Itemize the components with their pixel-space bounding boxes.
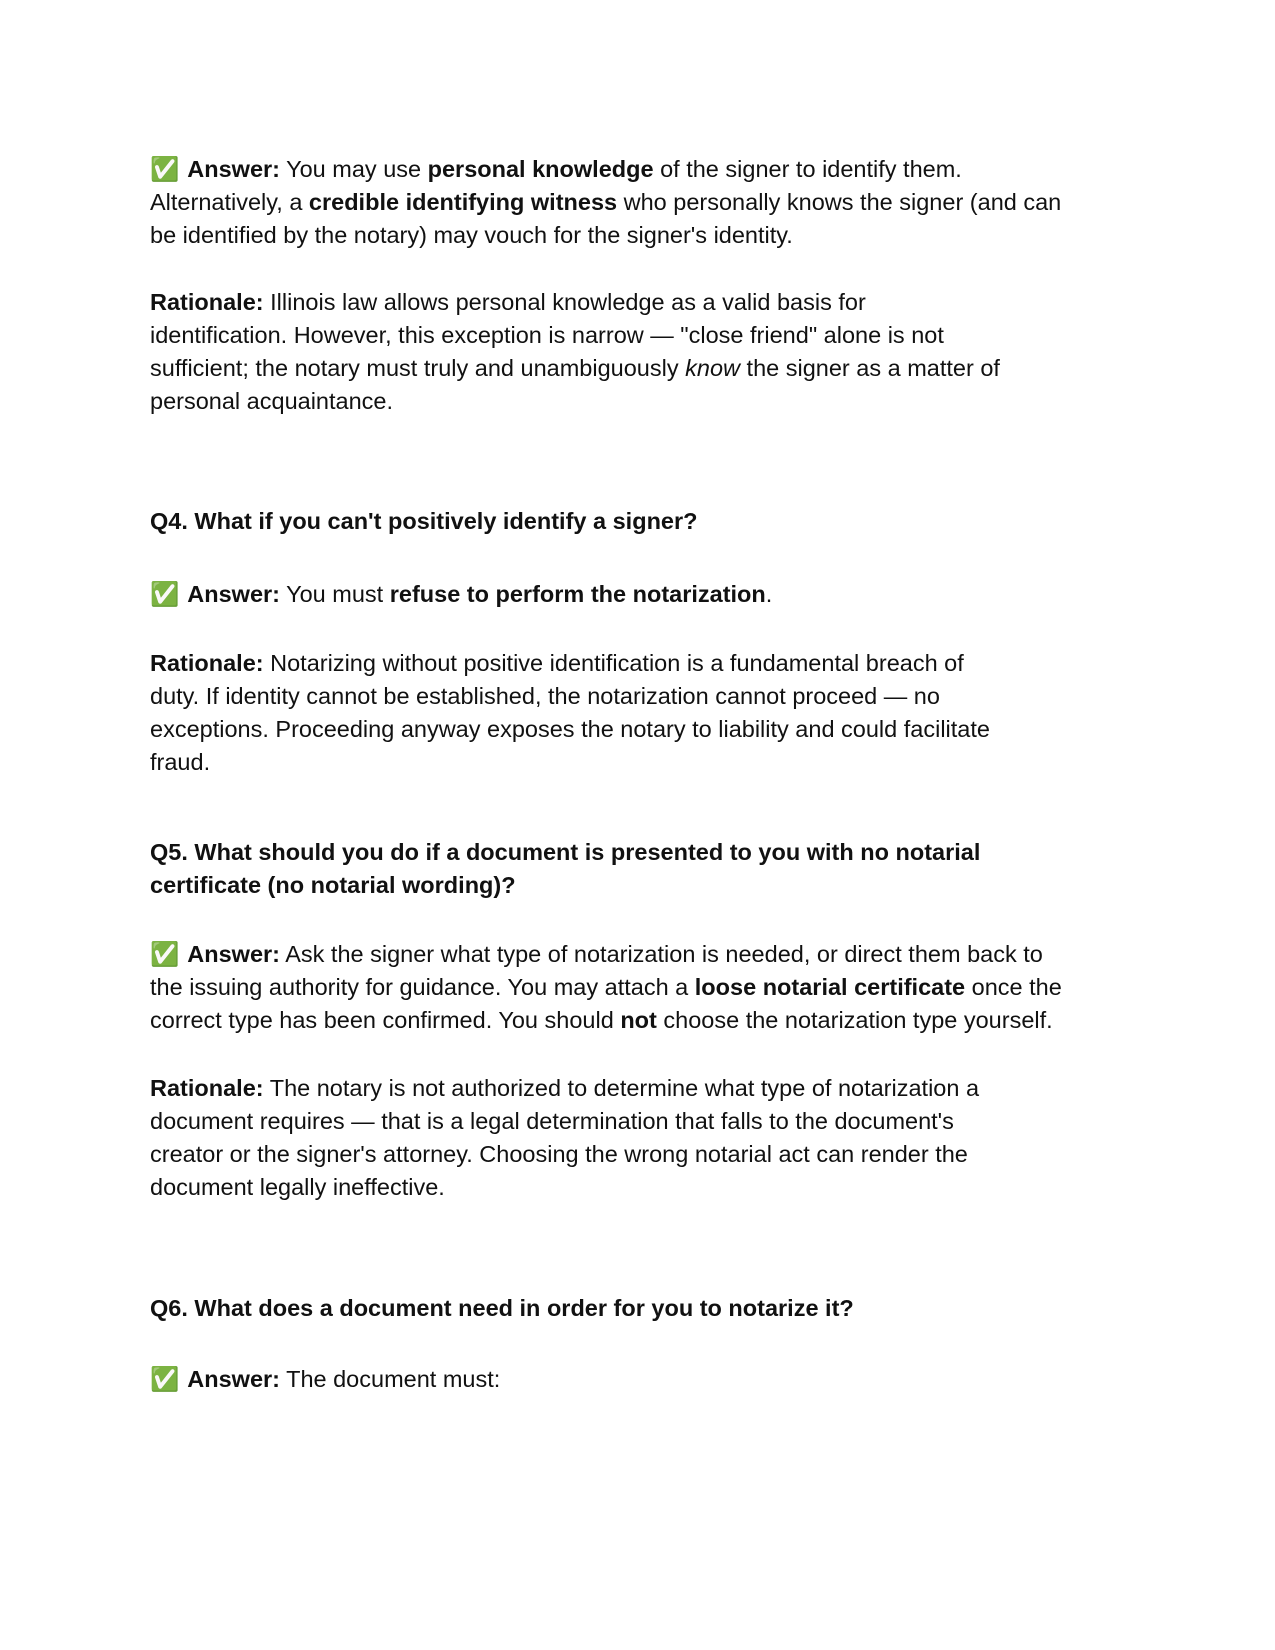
text-line xyxy=(150,578,772,611)
bold-text: Q5. What should you do if a document is presented to you with no notarial xyxy=(150,839,981,865)
answer-q5 xyxy=(150,938,1062,1037)
text-run: You must xyxy=(279,581,390,607)
bold-text: Q4. What if you can't positively identify a signer? xyxy=(150,508,698,534)
text-line xyxy=(150,1004,1062,1037)
text-line xyxy=(150,680,990,713)
rationale-q4 xyxy=(150,647,990,779)
text-line xyxy=(150,1363,500,1396)
text-run: sufficient; the notary must truly and unambiguously xyxy=(150,355,686,381)
text-line xyxy=(150,971,1062,1004)
text-line xyxy=(150,713,990,746)
text-line xyxy=(150,286,1000,319)
check-icon: ✅ xyxy=(150,156,180,182)
text-run: the issuing authority for guidance. You may attach a xyxy=(150,974,695,1000)
question-q6 xyxy=(150,1292,854,1325)
text-run: Ask the signer what type of notarization is needed, or direct them back to xyxy=(279,941,1043,967)
text-line xyxy=(150,1171,979,1204)
text-run: . xyxy=(765,581,773,607)
rationale-q3 xyxy=(150,286,1000,418)
rationale-q5 xyxy=(150,1072,979,1204)
text-line xyxy=(150,153,1061,186)
text-line xyxy=(150,319,1000,352)
text-run: identification. However, this exception is narrow — "close friend" alone is not xyxy=(150,322,944,348)
text-run: of the signer to identify them. xyxy=(653,156,962,182)
bold-text: refuse to perform the notarization xyxy=(389,581,766,607)
question-q5 xyxy=(150,836,980,902)
text-run: The notary is not authorized to determine what type of notarization a xyxy=(263,1075,980,1101)
text-line xyxy=(150,352,1000,385)
text-run: exceptions. Proceeding anyway exposes the notary to liability and could facilitate xyxy=(150,716,990,742)
answer-q6 xyxy=(150,1363,500,1396)
check-icon: ✅ xyxy=(150,581,180,607)
text-line xyxy=(150,746,990,779)
text-line xyxy=(150,869,980,902)
text-line xyxy=(150,505,698,538)
text-line xyxy=(150,647,990,680)
bold-text: Q6. What does a document need in order for you to notarize it? xyxy=(150,1295,854,1321)
text-line xyxy=(150,836,980,869)
text-run: Alternatively, a xyxy=(150,189,309,215)
bold-text: Answer: xyxy=(187,581,280,607)
bold-text: loose notarial certificate xyxy=(694,974,966,1000)
text-run: once the xyxy=(965,974,1062,1000)
question-q4 xyxy=(150,505,698,538)
italic-text: know xyxy=(685,355,741,381)
text-run: the signer as a matter of xyxy=(740,355,1000,381)
bold-text: credible identifying witness xyxy=(308,189,618,215)
bold-text: certificate (no notarial wording)? xyxy=(150,872,516,898)
bold-text: personal knowledge xyxy=(427,156,654,182)
text-line xyxy=(150,186,1061,219)
bold-text: not xyxy=(620,1007,657,1033)
check-icon: ✅ xyxy=(150,941,180,967)
text-run: creator or the signer's attorney. Choosing the wrong notarial act can render the xyxy=(150,1141,968,1167)
text-run: The document must: xyxy=(279,1366,501,1392)
text-run: personal acquaintance. xyxy=(150,388,394,414)
text-run: Notarizing without positive identification is a fundamental breach of xyxy=(263,650,964,676)
check-icon: ✅ xyxy=(150,1366,180,1392)
text-line xyxy=(150,385,1000,418)
text-run: document requires — that is a legal determination that falls to the document's xyxy=(150,1108,954,1134)
text-line xyxy=(150,219,1061,252)
answer-q3 xyxy=(150,153,1061,252)
text-line xyxy=(150,1138,979,1171)
bold-text: Rationale: xyxy=(150,650,264,676)
text-run: document legally ineffective. xyxy=(150,1174,445,1200)
text-line xyxy=(150,1072,979,1105)
text-line xyxy=(150,938,1062,971)
text-run: correct type has been confirmed. You should xyxy=(150,1007,621,1033)
bold-text: Answer: xyxy=(187,1366,280,1392)
text-run: fraud. xyxy=(150,749,211,775)
text-line xyxy=(150,1105,979,1138)
text-run: choose the notarization type yourself. xyxy=(656,1007,1053,1033)
bold-text: Rationale: xyxy=(150,289,264,315)
bold-text: Rationale: xyxy=(150,1075,264,1101)
text-run: duty. If identity cannot be established, the notarization cannot proceed — no xyxy=(150,683,940,709)
answer-q4 xyxy=(150,578,772,611)
text-run: Illinois law allows personal knowledge as a valid basis for xyxy=(263,289,866,315)
text-run: be identified by the notary) may vouch for the signer's identity. xyxy=(150,222,793,248)
bold-text: Answer: xyxy=(187,156,280,182)
text-line xyxy=(150,1292,854,1325)
text-run: who personally knows the signer (and can xyxy=(617,189,1062,215)
text-run: You may use xyxy=(279,156,428,182)
bold-text: Answer: xyxy=(187,941,280,967)
